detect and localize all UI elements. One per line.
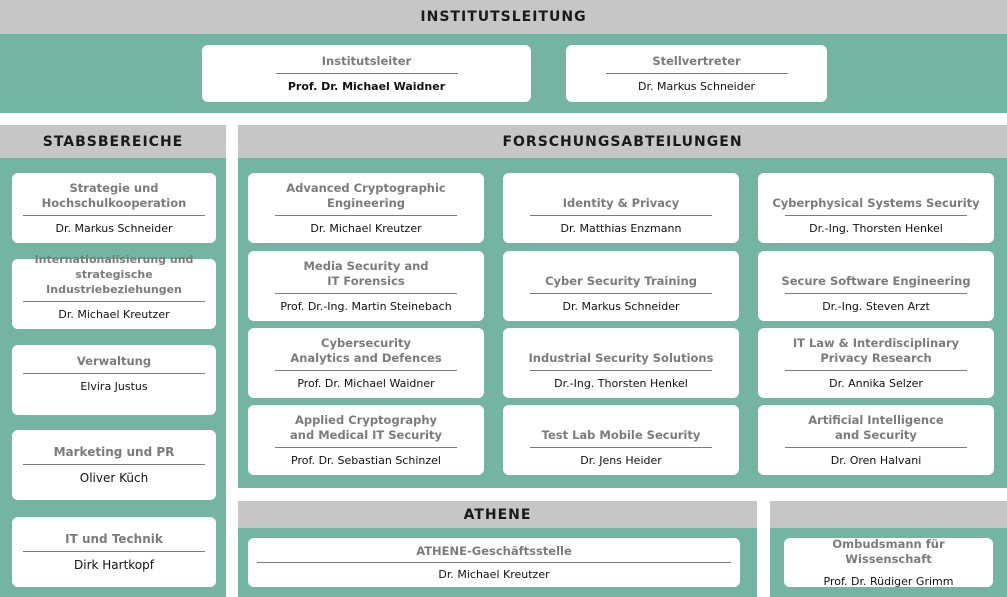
card-divider bbox=[530, 370, 712, 371]
card-divider bbox=[785, 215, 967, 216]
card-it-law-privacy-research bbox=[758, 328, 994, 398]
card-person: Dr. Oren Halvani bbox=[830, 453, 922, 467]
card-title: Test Lab Mobile Security bbox=[541, 427, 701, 442]
athene-title: ATHENE bbox=[463, 506, 532, 523]
card-media-security-it-forensics bbox=[248, 251, 484, 321]
card-person: Dr. Michael Kreutzer bbox=[438, 567, 550, 581]
card-divider bbox=[785, 293, 967, 294]
stabsbereiche-header bbox=[0, 125, 226, 158]
card-person: Dr. Matthias Enzmann bbox=[560, 221, 682, 235]
card-title: Stellvertreter bbox=[652, 53, 741, 68]
card-title: Ombudsmann für Wissenschaft bbox=[832, 536, 945, 566]
card-ombudsmann bbox=[784, 538, 993, 587]
card-divider bbox=[785, 447, 967, 448]
card-marketing bbox=[12, 430, 216, 500]
card-divider bbox=[23, 301, 205, 302]
card-cyberphysical-systems-security bbox=[758, 173, 994, 243]
card-person: Dirk Hartkopf bbox=[74, 558, 154, 572]
card-divider bbox=[275, 215, 457, 216]
card-it-technik bbox=[12, 517, 216, 587]
card-divider bbox=[23, 215, 205, 216]
card-title: IT und Technik bbox=[65, 532, 163, 546]
card-person: Dr. Annika Selzer bbox=[829, 376, 923, 390]
card-person: Prof. Dr. Michael Waidner bbox=[297, 376, 435, 390]
card-stellvertreter bbox=[566, 45, 827, 102]
card-person: Dr. Markus Schneider bbox=[562, 299, 680, 313]
card-divider bbox=[23, 551, 205, 552]
card-divider bbox=[530, 215, 712, 216]
card-divider bbox=[275, 370, 457, 371]
card-institutsleiter bbox=[202, 45, 531, 102]
card-title: Marketing und PR bbox=[53, 445, 175, 459]
card-divider bbox=[23, 464, 205, 465]
card-strategie bbox=[12, 173, 216, 243]
institutsleitung-header bbox=[0, 0, 1007, 34]
forschungsabteilungen-title: FORSCHUNGSABTEILUNGEN bbox=[502, 133, 743, 150]
card-person: Dr. Michael Kreutzer bbox=[58, 307, 170, 321]
card-title: Institutsleiter bbox=[321, 53, 412, 68]
card-person: Dr. Jens Heider bbox=[580, 453, 662, 467]
card-title: Verwaltung bbox=[76, 354, 152, 368]
card-title: ATHENE-Geschäftsstelle bbox=[416, 543, 572, 558]
card-title: Cyber Security Training bbox=[545, 273, 697, 288]
forschungsabteilungen-header bbox=[238, 125, 1007, 158]
card-person: Dr. Markus Schneider bbox=[55, 221, 173, 235]
card-test-lab-mobile-security bbox=[503, 405, 739, 475]
card-divider bbox=[275, 293, 457, 294]
card-cybersecurity-analytics-defences bbox=[248, 328, 484, 398]
card-title: Media Security and IT Forensics bbox=[303, 258, 429, 288]
card-title: Cyberphysical Systems Security bbox=[772, 195, 980, 210]
card-title: Strategie und Hochschulkooperation bbox=[41, 180, 187, 210]
card-cyber-security-training bbox=[503, 251, 739, 321]
card-person: Oliver Küch bbox=[79, 471, 149, 485]
card-title: Applied Cryptography and Medical IT Security bbox=[290, 412, 442, 442]
card-divider bbox=[23, 373, 205, 374]
card-person: Dr.-Ing. Thorsten Henkel bbox=[809, 221, 943, 235]
institutsleitung-title: INSTITUTSLEITUNG bbox=[420, 9, 587, 25]
card-person: Prof. Dr. Sebastian Schinzel bbox=[291, 453, 441, 467]
card-divider bbox=[530, 293, 712, 294]
card-divider bbox=[530, 447, 712, 448]
athene-header bbox=[238, 501, 757, 528]
card-title: Identity & Privacy bbox=[562, 195, 680, 210]
card-title: Advanced Cryptographic Engineering bbox=[286, 180, 446, 210]
card-person: Elvira Justus bbox=[80, 380, 148, 393]
card-applied-cryptography-medical-it bbox=[248, 405, 484, 475]
card-person: Prof. Dr.-Ing. Martin Steinebach bbox=[280, 299, 452, 313]
card-divider bbox=[275, 447, 457, 448]
ombudsmann-header bbox=[770, 501, 1007, 528]
card-person: Dr.-Ing. Thorsten Henkel bbox=[554, 376, 688, 390]
card-person: Dr. Michael Kreutzer bbox=[310, 221, 422, 235]
card-advanced-cryptographic-engineering bbox=[248, 173, 484, 243]
card-verwaltung bbox=[12, 345, 216, 415]
card-person: Dr. Markus Schneider bbox=[637, 79, 756, 93]
card-divider bbox=[257, 562, 731, 563]
card-divider bbox=[276, 73, 458, 74]
card-secure-software-engineering bbox=[758, 251, 994, 321]
card-divider bbox=[606, 73, 788, 74]
card-title: Artificial Intelligence and Security bbox=[808, 412, 944, 442]
card-title: Cybersecurity Analytics and Defences bbox=[290, 335, 442, 365]
card-title: IT Law & Interdisciplinary Privacy Research bbox=[792, 335, 960, 365]
card-industrial-security-solutions bbox=[503, 328, 739, 398]
card-title: Internationalisierung und strategische Industriebeziehungen bbox=[34, 252, 194, 296]
card-person: Dr.-Ing. Steven Arzt bbox=[822, 299, 930, 313]
card-title: Industrial Security Solutions bbox=[528, 350, 714, 365]
card-person: Prof. Dr. Michael Waidner bbox=[287, 79, 446, 93]
card-athene-geschaeftsstelle bbox=[248, 538, 740, 587]
card-internationalisierung bbox=[12, 252, 216, 329]
stabsbereiche-title: STABSBEREICHE bbox=[42, 133, 184, 150]
card-identity-privacy bbox=[503, 173, 739, 243]
card-divider bbox=[785, 370, 967, 371]
card-artificial-intelligence-security bbox=[758, 405, 994, 475]
card-person: Prof. Dr. Rüdiger Grimm bbox=[823, 574, 954, 588]
card-title: Secure Software Engineering bbox=[781, 273, 971, 288]
